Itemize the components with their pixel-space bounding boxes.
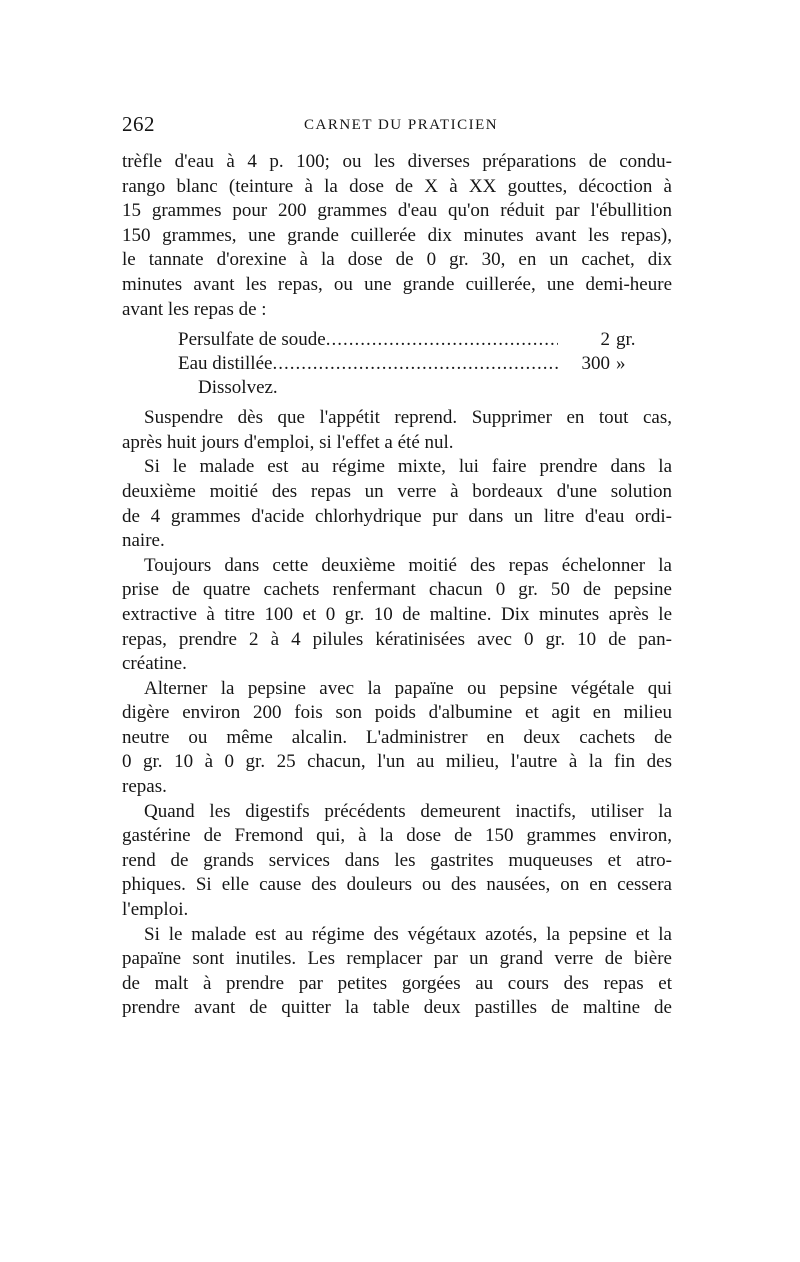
text-line: phiques. Si elle cause des douleurs ou des nausées, on en cessera bbox=[122, 874, 672, 896]
leader-dots bbox=[326, 328, 558, 353]
recipe-item bbox=[178, 352, 646, 376]
recipe-item-qty: 300 bbox=[581, 353, 610, 375]
recipe-instruction: Dissolvez. bbox=[198, 377, 278, 399]
text-line: 15 grammes pour 200 grammes d'eau qu'on réduit par l'ébullition bbox=[122, 200, 672, 222]
text-line: repas. bbox=[122, 776, 167, 798]
text-line: l'emploi. bbox=[122, 899, 189, 921]
text-line: naire. bbox=[122, 530, 165, 552]
text-line: extractive à titre 100 et 0 gr. 10 de maltine. Dix minutes après le bbox=[122, 603, 672, 625]
text-line: trèfle d'eau à 4 p. 100; ou les diverses préparations de condu- bbox=[122, 151, 672, 172]
text-line: digère environ 200 fois son poids d'albumine et agit en milieu bbox=[122, 702, 672, 724]
text-line: repas, prendre 2 à 4 pilules kératinisées avec 0 gr. 10 de pan- bbox=[122, 628, 672, 650]
running-title: CARNET DU PRATICIEN bbox=[304, 117, 499, 133]
text-line: Si le malade est au régime des végétaux azotés, la pepsine et la bbox=[144, 923, 672, 945]
text-line: avant les repas de : bbox=[122, 298, 267, 320]
text-line: gastérine de Fremond qui, à la dose de 150 grammes environ, bbox=[122, 825, 672, 847]
text-line: de malt à prendre par petites gorgées au cours des repas et bbox=[122, 972, 672, 994]
text-line: Si le malade est au régime mixte, lui faire prendre dans la bbox=[144, 456, 672, 478]
recipe-item-unit: » bbox=[616, 353, 626, 375]
text-line: rango blanc (teinture à la dose de X à XX gouttes, décoction à bbox=[122, 175, 672, 197]
text-line: créatine. bbox=[122, 653, 187, 675]
text-line: papaïne sont inutiles. Les remplacer par un grand verre de bière bbox=[122, 948, 672, 970]
text-line: Quand les digestifs précédents demeurent inactifs, utiliser la bbox=[144, 800, 672, 822]
text-line: 150 grammes, une grande cuillerée dix minutes avant les repas), bbox=[122, 224, 672, 246]
recipe-item-name: Persulfate de soude bbox=[178, 329, 326, 351]
text-line: 0 gr. 10 à 0 gr. 25 chacun, l'un au milieu, l'autre à la fin des bbox=[122, 751, 672, 773]
text-line: Toujours dans cette deuxième moitié des repas échelonner la bbox=[144, 554, 672, 576]
text-line: le tannate d'orexine à la dose de 0 gr. 30, en un cachet, dix bbox=[122, 249, 672, 271]
text-line: Alterner la pepsine avec la papaïne ou pepsine végétale qui bbox=[144, 677, 672, 699]
page-number: 262 bbox=[122, 112, 155, 136]
recipe-block bbox=[122, 328, 672, 400]
leader-dots bbox=[272, 352, 558, 377]
text-line: neutre ou même alcalin. L'administrer en deux cachets de bbox=[122, 726, 672, 748]
text-line: Suspendre dès que l'appétit reprend. Supprimer en tout cas, bbox=[144, 407, 672, 429]
text-line: rend de grands services dans les gastrites muqueuses et atro- bbox=[122, 849, 672, 871]
text-line: minutes avant les repas, ou une grande cuillerée, une demi-heure bbox=[122, 273, 672, 295]
text-line: prise de quatre cachets renfermant chacun 0 gr. 50 de pepsine bbox=[122, 579, 672, 601]
text-line: deuxième moitié des repas un verre à bordeaux d'une solution bbox=[122, 480, 672, 502]
text-line: après huit jours d'emploi, si l'effet a été nul. bbox=[122, 431, 454, 453]
text-line: de 4 grammes d'acide chlorhydrique pur dans un litre d'eau ordi- bbox=[122, 505, 672, 527]
recipe-item-name: Eau distillée bbox=[178, 353, 273, 375]
page-body bbox=[122, 150, 672, 1021]
page-header bbox=[122, 112, 672, 142]
recipe-item-unit: gr. bbox=[616, 329, 636, 351]
text-line: prendre avant de quitter la table deux pastilles de maltine de bbox=[122, 997, 672, 1019]
recipe-item bbox=[178, 328, 646, 352]
recipe-item-qty: 2 bbox=[600, 329, 610, 351]
